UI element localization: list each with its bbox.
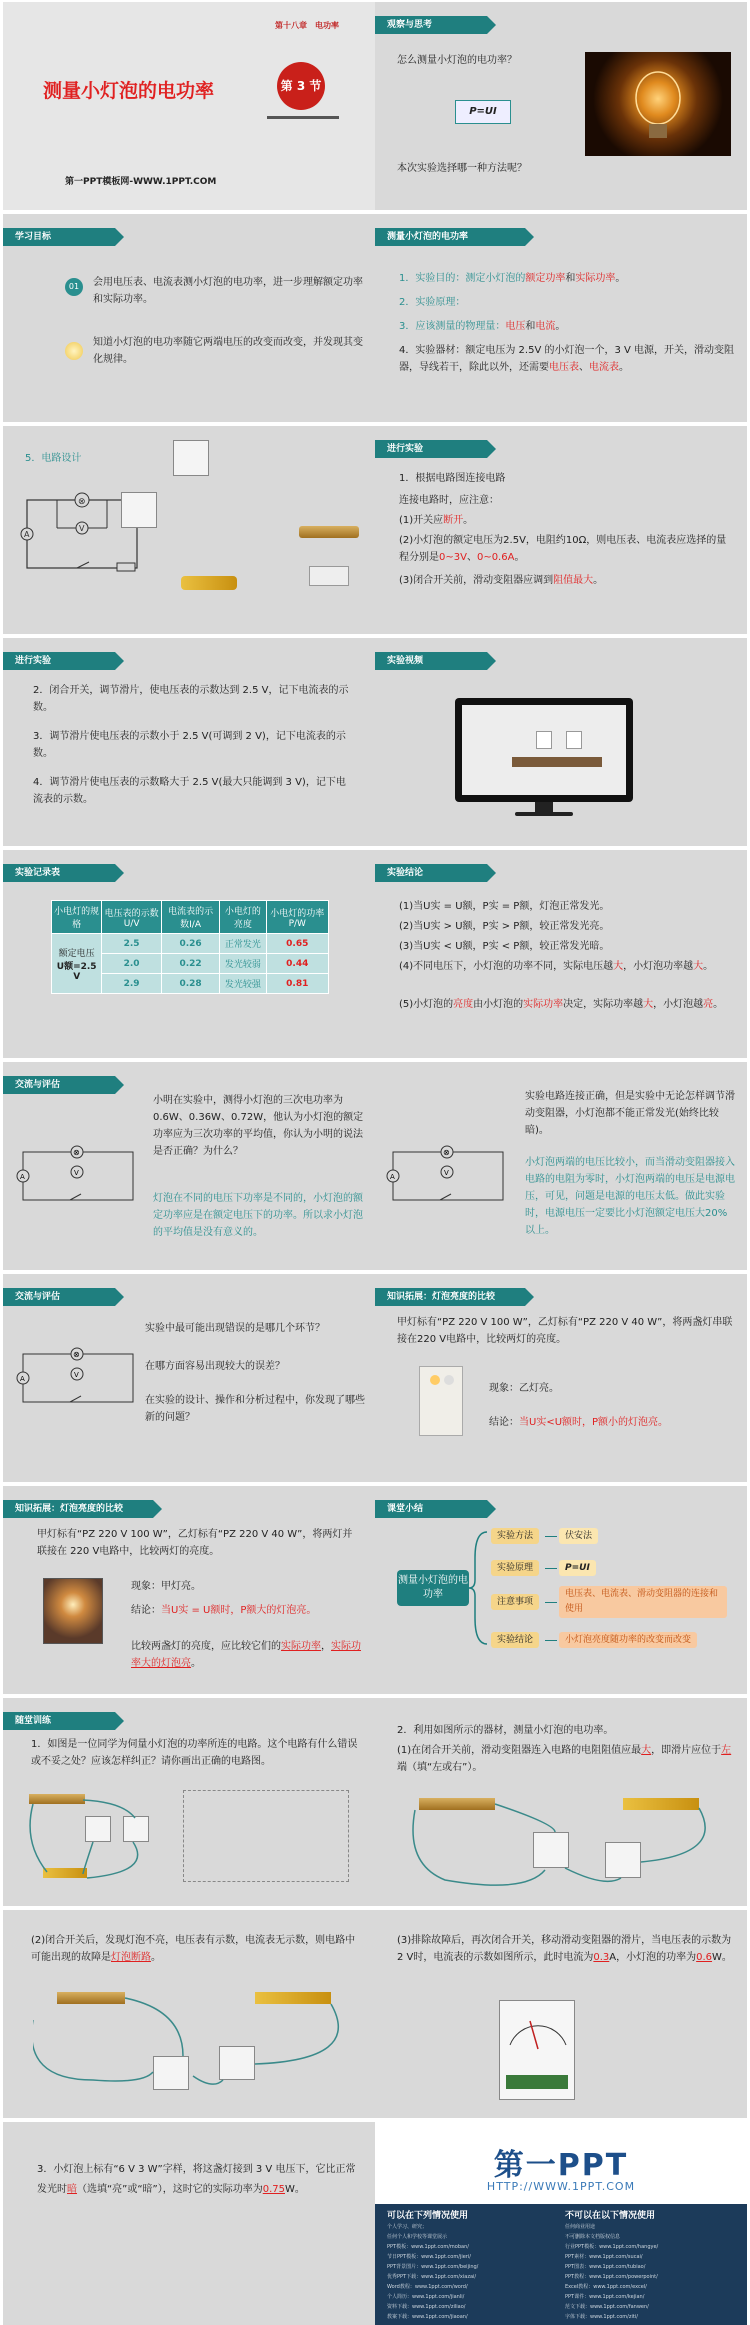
slide-practice-1 <box>3 1698 375 1906</box>
purpose-line: 1．实验目的：测定小灯泡的额定功率和实际功率。 <box>399 273 626 284</box>
note-3: (3)闭合开关前，滑动变阻器应调到阻值最大。 <box>399 575 604 586</box>
slide-brand <box>375 2122 747 2325</box>
usage-panel <box>375 2204 747 2325</box>
ammeter-image <box>121 492 157 528</box>
note-2: (2)小灯泡的额定电压为2.5V，电阻约10Ω，则电压表、电流表应选择的量程分别是0~3V、0~0.6A。 <box>399 535 727 563</box>
current-cell: 0.26 <box>161 934 219 954</box>
slide-evaluation-1 <box>3 1062 375 1270</box>
voltage-cell: 2.9 <box>102 974 162 994</box>
ammeter-dial-photo <box>499 2000 575 2100</box>
equipment-photo <box>33 1980 353 2100</box>
video-board <box>512 757 602 767</box>
equipment-photo <box>405 1784 725 1894</box>
section-badge <box>277 62 325 110</box>
brand-logo: 第一PPT <box>493 2148 629 2183</box>
svg-text:A: A <box>390 1173 395 1181</box>
svg-text:V: V <box>444 1169 449 1177</box>
brightness-cell: 发光较强 <box>220 974 266 994</box>
slide-objectives <box>3 214 375 422</box>
slide-video <box>375 638 747 846</box>
slide-record-table <box>3 850 375 1058</box>
voltage-cell: 2.5 <box>102 934 162 954</box>
question-text: 2．利用如图所示的器材，测量小灯泡的电功率。 <box>397 1725 614 1736</box>
list-item: 任何个人和学校等课堂展示 <box>387 2234 448 2240</box>
series-lamps-photo <box>419 1366 463 1436</box>
list-item[interactable]: 行业PPT模板：www.1ppt.com/hangye/ <box>565 2244 659 2250</box>
slide-header: 交流与评估 <box>3 1076 115 1094</box>
list-item[interactable]: Excel教程：www.1ppt.com/excel/ <box>565 2284 647 2290</box>
formula-box <box>455 100 511 124</box>
list-item[interactable]: 节日PPT模板：www.1ppt.com/jieri/ <box>387 2254 471 2260</box>
forbidden-list <box>565 2222 741 2322</box>
reflect-question-2: 在哪方面容易出现较大的误差？ <box>145 1361 285 1372</box>
slide-header: 实验记录表 <box>3 864 115 882</box>
analysis-text: 小灯泡两端的电压比较小，而当滑动变阻器接入电路的电阻为零时，小灯泡两端的电压是电源电压，可见，问题是电源的电压太低。做此实验时，电源电压一定要比小灯泡额定电压大20%以上。 <box>525 1157 735 1236</box>
method-question: 本次实验选择哪一种方法呢？ <box>397 163 527 174</box>
list-item[interactable]: PPT课件：www.1ppt.com/kejian/ <box>565 2294 645 2300</box>
note-1: (1)开关应断开。 <box>399 515 474 526</box>
parallel-lamps-photo <box>43 1578 103 1644</box>
wires <box>405 1784 725 1894</box>
goal-1: 会用电压表、电流表测小灯泡的电功率，进一步理解额定功率和实际功率。 <box>93 277 363 305</box>
list-item[interactable]: 范文下载：www.1ppt.com/fanwen/ <box>565 2304 649 2310</box>
summary-arrow <box>545 1568 557 1569</box>
slide-header: 测量小灯泡的电功率 <box>375 228 525 246</box>
slide-practice-4 <box>375 1910 747 2118</box>
slide-extension-series <box>375 1274 747 1482</box>
slide-header: 实验结论 <box>375 864 487 882</box>
list-item[interactable]: 资料下载：www.1ppt.com/ziliao/ <box>387 2304 466 2310</box>
summary-key-1: 实验方法 <box>491 1528 539 1544</box>
power-cell: 0.81 <box>266 974 328 994</box>
summary-arrow <box>545 1640 557 1641</box>
goal-2: 知道小灯泡的电功率随它两端电压的改变而改变，并发现其变化规律。 <box>93 337 363 365</box>
phenomenon-text: 现象：甲灯亮。 <box>131 1581 201 1592</box>
terminal-bar <box>506 2075 568 2089</box>
slide-header: 进行实验 <box>3 652 115 670</box>
list-item: 个人学习、研究； <box>387 2224 428 2230</box>
list-item[interactable]: PPT素材：www.1ppt.com/sucai/ <box>565 2254 643 2260</box>
monitor-stand <box>535 802 553 812</box>
summary-key-3: 注意事项 <box>491 1594 539 1610</box>
question-text: 怎么测量小灯泡的电功率？ <box>397 55 517 66</box>
slide-evaluation-2 <box>375 1062 747 1270</box>
svg-text:A: A <box>20 1375 25 1383</box>
answer-text: 灯泡在不同的电压下功率是不同的，小灯泡的额定功率应是在额定电压下的功率。所以求小灯泡的平均值是没有意义的。 <box>153 1193 363 1238</box>
monitor-base <box>515 812 573 816</box>
chapter-label: 第十八章 电功率 <box>275 21 339 30</box>
phenomenon-text: 现象：乙灯亮。 <box>489 1383 559 1394</box>
slide-procedure-2 <box>3 638 375 846</box>
summary-center-text: 测量小灯泡的电功率 <box>398 1575 468 1600</box>
equipment-line: 4．实验器材：额定电压为 2.5V 的小灯泡一个，3 V 电源，开关，滑动变阻器，导线若干，除此以外，还需要电压表、电流表。 <box>399 345 735 373</box>
video-monitor[interactable] <box>455 698 633 802</box>
conclusion-3: (3)当U实 < U额，P实 < P额，较正常发光暗。 <box>399 941 610 952</box>
summary-arrow <box>545 1602 557 1603</box>
answer-drawing-box[interactable] <box>183 1790 349 1882</box>
summary-arrow <box>545 1536 557 1537</box>
slide-evaluation-3 <box>3 1274 375 1482</box>
list-item[interactable]: 字体下载：www.1ppt.com/ziti/ <box>565 2314 638 2320</box>
slide-header: 学习目标 <box>3 228 115 246</box>
question-text: 1．如图是一位同学为伺量小灯泡的功率所连的电路。这个电路有什么错误或不妥之处？应该怎样纠正？请你画出正确的电路图。 <box>31 1739 358 1767</box>
svg-text:⊗: ⊗ <box>73 1148 80 1157</box>
note-title: 连接电路时，应注意： <box>399 495 499 506</box>
list-item[interactable]: PPT教程：www.1ppt.com/powerpoint/ <box>565 2274 658 2280</box>
conclusion-text: 结论：当U实 = U额时，P额大的灯泡亮。 <box>131 1605 317 1616</box>
ammeter-dial-icon <box>500 2001 576 2061</box>
page-title: 测量小灯泡的电功率 <box>43 80 215 102</box>
circuit-diagram <box>15 1344 145 1414</box>
brand-url[interactable]: HTTP://WWW.1PPT.COM <box>486 2180 636 2193</box>
col-power: 小电灯的功率P/W <box>266 901 328 934</box>
conclusion-5: (5)小灯泡的亮度由小灯泡的实际功率决定，实际功率越大，小灯泡越亮。 <box>399 999 724 1010</box>
question-text: 小明在实验中，测得小灯泡的三次电功率为0.6W、0.36W、0.72W，他认为小灯泡的额定功率应为三次功率的平均值，你认为小明的说法是否正确？为什么？ <box>153 1095 364 1157</box>
circuit-diagram <box>385 1142 515 1212</box>
question-text: 甲灯标有“PZ 220 V 100 W”，乙灯标有“PZ 220 V 40 W”，将两灯并联接在 220 V电路中，比较两灯的亮度。 <box>37 1529 353 1557</box>
list-item[interactable]: 教案下载：www.1ppt.com/jiaoan/ <box>387 2314 468 2320</box>
lamp-2-icon <box>444 1375 454 1385</box>
slide-summary <box>375 1486 747 1694</box>
power-cell: 0.65 <box>266 934 328 954</box>
slide-header: 交流与评估 <box>3 1288 115 1306</box>
svg-text:V: V <box>74 1169 79 1177</box>
spec-cell: 额定电压 U额=2.5 V <box>52 934 102 994</box>
step-1: 1．根据电路图连接电路 <box>399 473 506 484</box>
col-voltage: 电压表的示数U/V <box>102 901 162 934</box>
step-2: 2．闭合开关，调节滑片，使电压表的示数达到 2.5 V，记下电流表的示数。 <box>33 685 349 713</box>
svg-text:A: A <box>20 1173 25 1181</box>
record-table <box>51 900 329 994</box>
number-badge-text: 01 <box>68 282 80 291</box>
col-brightness: 小电灯的亮度 <box>220 901 266 934</box>
voltmeter-image <box>173 440 209 476</box>
slide-header: 知识拓展：灯泡亮度的比较 <box>3 1500 153 1518</box>
rheostat-image <box>299 526 359 538</box>
question-text: 甲灯标有“PZ 220 V 100 W”，乙灯标有“PZ 220 V 40 W”，将两盏灯串联接在220 V电路中，比较两灯的亮度。 <box>397 1317 733 1345</box>
slide-extension-parallel <box>3 1486 375 1694</box>
principle-line: 2．实验原理： <box>399 297 466 308</box>
forbidden-title: 不可以在以下情况使用 <box>565 2211 656 2221</box>
list-item[interactable]: 个人简历：www.1ppt.com/jianli/ <box>387 2294 465 2300</box>
list-item: 不可删除本文档版权信息 <box>565 2234 621 2240</box>
current-cell: 0.22 <box>161 954 219 974</box>
subquestion-2: (2)闭合开关后，发现灯泡不亮，电压表有示数，电流表无示数，则电路中可能出现的故障是灯泡断路。 <box>31 1935 356 1963</box>
quantities-line: 3．应该测量的物理量：电压和电流。 <box>399 321 566 332</box>
slide-header: 课堂小结 <box>375 1500 487 1518</box>
allowed-list <box>387 2222 557 2322</box>
svg-text:V: V <box>79 524 85 533</box>
svg-text:⊗: ⊗ <box>73 1350 80 1359</box>
allowed-title: 可以在下列情况使用 <box>387 2211 469 2221</box>
video-screen[interactable] <box>462 705 626 795</box>
video-voltmeter <box>566 731 582 749</box>
list-item: 任何商业用途 <box>565 2224 596 2230</box>
wires <box>33 1980 353 2100</box>
summary-key-4: 实验结论 <box>491 1632 539 1648</box>
summary-value-2: P=UI <box>559 1560 596 1576</box>
section-badge-text: 第 3 节 <box>280 79 322 93</box>
col-current: 电流表的示数I/A <box>161 901 219 934</box>
formula-text: P=UI <box>469 106 497 117</box>
problem-text: 实验电路连接正确，但是实验中无论怎样调节滑动变阻器，小灯泡都不能正常发光(始终比较暗)。 <box>525 1091 735 1136</box>
circuit-label: 5．电路设计 <box>25 453 82 464</box>
subquestion-3: (3)排除故障后，再次闭合开关，移动滑动变阻器的滑片，当电压表的示数为2 V时，电流表的示数如图所示，此时电流为0.3A，小灯泡的功率为0.6W。 <box>397 1935 732 1963</box>
slide-practice-5 <box>3 2122 375 2325</box>
wires <box>23 1782 163 1892</box>
step-4: 4．调节滑片使电压表的示数略大于 2.5 V(最大只能调到 3 V)，记下电流表的示数。 <box>33 777 346 805</box>
list-item[interactable]: PPT模板：www.1ppt.com/moban/ <box>387 2244 469 2250</box>
circuit-diagram <box>15 1142 145 1212</box>
list-item[interactable]: 优秀PPT下载：www.1ppt.com/xiazai/ <box>387 2274 477 2280</box>
slide-header: 随堂训练 <box>3 1712 115 1730</box>
video-ammeter <box>536 731 552 749</box>
lamp-1-icon <box>430 1375 440 1385</box>
slide-circuit-design <box>3 426 375 634</box>
slide-header: 实验视频 <box>375 652 487 670</box>
voltage-cell: 2.0 <box>102 954 162 974</box>
reflect-question-1: 实验中最可能出现错误的是哪几个环节？ <box>145 1323 325 1334</box>
list-item[interactable]: PPT图表：www.1ppt.com/tubiao/ <box>565 2264 646 2270</box>
subquestion-1: (1)在闭合开关前，滑动变阻器连入电路的电阻阻值应最大，即滑片应位于左端（填“左或右”）。 <box>397 1745 732 1773</box>
table-header-row <box>52 901 329 934</box>
slide-header: 观察与思考 <box>375 16 487 34</box>
conclusion-1: (1)当U实 = U额，P实 = P额，灯泡正常发光。 <box>399 901 610 912</box>
summary-key-2: 实验原理 <box>491 1560 539 1576</box>
summary-center <box>397 1570 469 1606</box>
lightbulb-icon <box>585 52 731 156</box>
slide-header: 进行实验 <box>375 440 487 458</box>
table-row <box>52 934 329 954</box>
wiring-photo <box>23 1782 163 1892</box>
list-item[interactable]: PPT背景图片：www.1ppt.com/beijing/ <box>387 2264 479 2270</box>
reflect-question-3: 在实验的设计、操作和分析过程中，你发现了哪些新的问题？ <box>145 1395 365 1423</box>
brightness-cell: 发光较弱 <box>220 954 266 974</box>
conclusion-4: (4)不同电压下，小灯泡的功率不同，实际电压越大，小灯泡功率越大。 <box>399 961 714 972</box>
slide-practice-2 <box>375 1698 747 1906</box>
switch-image <box>309 566 349 586</box>
battery-image <box>181 576 237 590</box>
note-text: 比较两盏灯的亮度，应比较它们的实际功率，实际功率大的灯泡亮。 <box>131 1641 361 1669</box>
conclusion-text: 结论：当U实<U额时，P额小的灯泡亮。 <box>489 1417 669 1428</box>
conclusion-2: (2)当U实 > U额，P实 > P额，较正常发光亮。 <box>399 921 610 932</box>
list-item[interactable]: Word教程：www.1ppt.com/word/ <box>387 2284 468 2290</box>
current-cell: 0.28 <box>161 974 219 994</box>
svg-text:⊗: ⊗ <box>443 1148 450 1157</box>
slide-header: 知识拓展：灯泡亮度的比较 <box>375 1288 525 1306</box>
bulb-photo <box>585 52 731 156</box>
summary-value-4: 小灯泡亮度随功率的改变而改变 <box>559 1632 697 1648</box>
slide-conclusion <box>375 850 747 1058</box>
slide-experiment-intro <box>375 214 747 422</box>
slide-procedure-1 <box>375 426 747 634</box>
badge-underline <box>267 116 339 119</box>
summary-value-1: 伏安法 <box>559 1528 598 1544</box>
slide-title <box>3 2 375 210</box>
sun-icon <box>65 342 83 360</box>
slide-practice-3 <box>3 1910 375 2118</box>
site-label: 第一PPT模板网-WWW.1PPT.COM <box>65 177 217 187</box>
summary-brace <box>469 1528 489 1648</box>
svg-text:⊗: ⊗ <box>78 497 86 507</box>
svg-text:A: A <box>24 530 30 539</box>
brightness-cell: 正常发光 <box>220 934 266 954</box>
step-3: 3．调节滑片使电压表的示数小于 2.5 V(可调到 2 V)，记下电流表的示数。 <box>33 731 346 759</box>
slide-observe <box>375 2 747 210</box>
summary-value-3: 电压表、电流表、滑动变阻器的连接和使用 <box>559 1586 727 1618</box>
question-text: 3．小灯泡上标有“6 V 3 W”字样，将这盏灯接到 3 V 电压下，它比正常发光时暗（选填“亮”或“暗”），这时它的实际功率为0.75W。 <box>37 2164 356 2195</box>
number-badge <box>65 278 83 296</box>
power-cell: 0.44 <box>266 954 328 974</box>
col-spec: 小电灯的规格 <box>52 901 102 934</box>
svg-text:V: V <box>74 1371 79 1379</box>
